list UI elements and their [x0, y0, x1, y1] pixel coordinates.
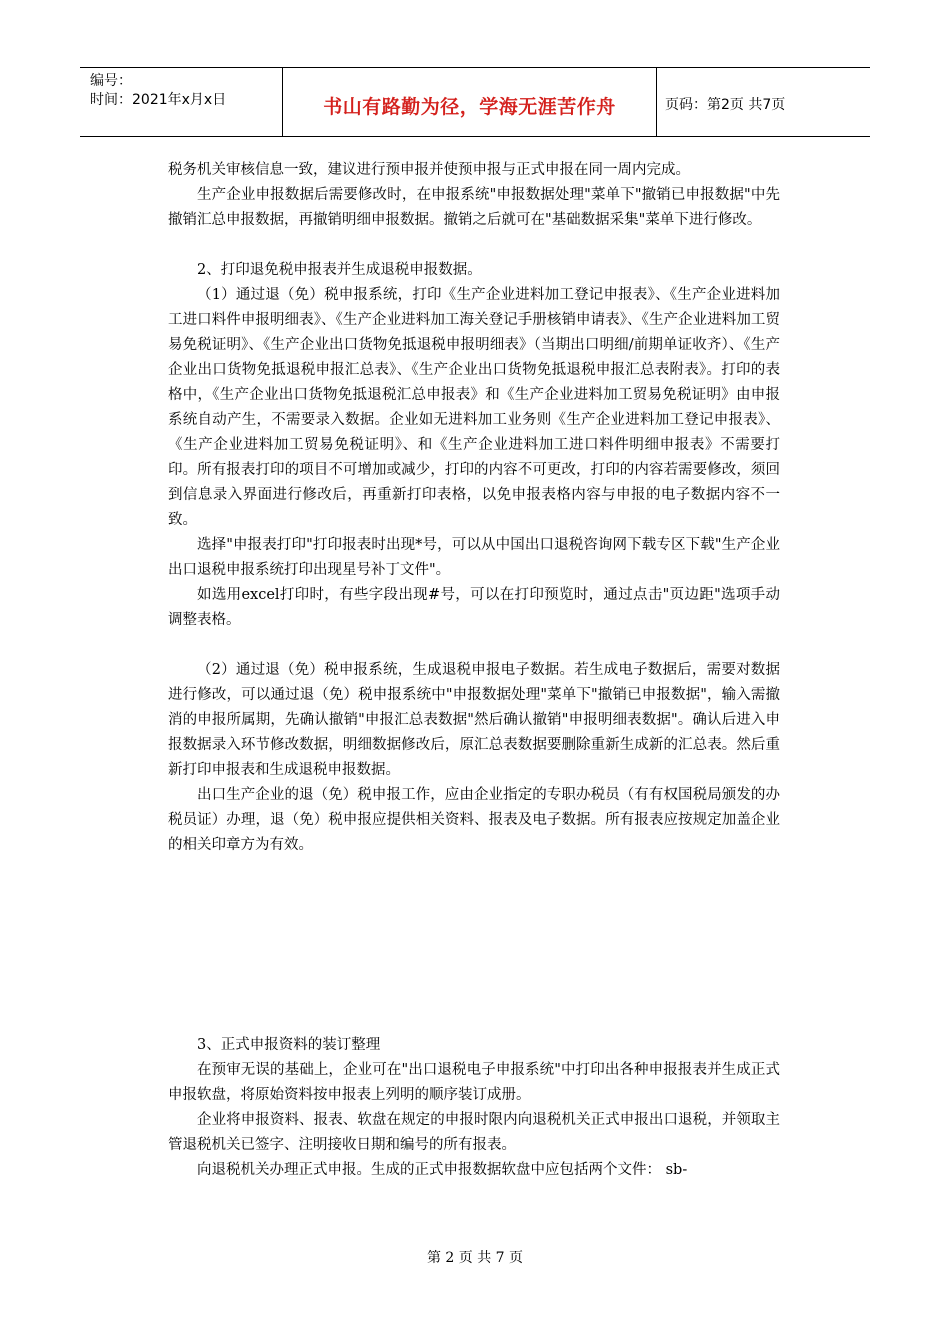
page-header: [80, 67, 870, 137]
page-footer: 第 2 页 共 7 页: [426, 1250, 524, 1266]
paragraph: 在预审无误的基础上，企业可在"出口退税电子申报系统"中打印出各种申报报表并生成正式申报软盘，将原始资料按申报表上列明的顺序装订成册。: [168, 1062, 780, 1103]
header-motto: 书山有路勤为径，学海无涯苦作舟: [283, 68, 657, 136]
paragraph: 税务机关审核信息一致，建议进行预申报并使预申报与正式申报在同一周内完成。: [168, 162, 690, 178]
header-page-label: 页码：第2页 共7页: [665, 97, 786, 113]
section-heading: 2、打印退免税申报表并生成退税申报数据。: [197, 262, 482, 278]
paragraph: 向退税机关办理正式申报。生成的正式申报数据软盘中应包括两个文件： sb-: [197, 1162, 688, 1178]
paragraph: （2）通过退（免）税申报系统，生成退税申报电子数据。若生成电子数据后，需要对数据进行修改，可以通过退（免）税申报系统中"申报数据处理"菜单下"撤销已申报数据"，输入需撤消的申报所属期，先确认撤销"申报汇总表数据"然后确认撤销"申报明细表数据"。确认后进入申报数据录入环节修改数据，明细数据修改后，原汇总表数据要删除重新生成新的汇总表。然后重新打印申报表和生成退税申报数据。: [168, 662, 780, 778]
paragraph: 选择"申报表打印"打印报表时出现*号，可以从中国出口退税咨询网下载专区下载"生产企业出口退税申报系统打印出现星号补丁文件"。: [168, 537, 780, 578]
section-heading: 3、正式申报资料的装订整理: [197, 1037, 381, 1053]
date-line: 时间：2021年x月x日: [90, 92, 227, 108]
paragraph: 出口生产企业的退（免）税申报工作，应由企业指定的专职办税员（有有权国税局颁发的办税员证）办理，退（免）税申报应提供相关资料、报表及电子数据。所有报表应按规定加盖企业的相关印章方为有效。: [168, 787, 780, 853]
paragraph: 生产企业申报数据后需要修改时，在申报系统"申报数据处理"菜单下"撤销已申报数据"中先撤销汇总申报数据，再撤销明细申报数据。撤销之后就可在"基础数据采集"菜单下进行修改。: [168, 187, 780, 228]
header-left-cell: [80, 68, 283, 136]
paragraph: （1）通过退（免）税申报系统，打印《生产企业进料加工登记申报表》、《生产企业进料加工进口料件申报明细表》、《生产企业进料加工海关登记手册核销申请表》、《生产企业进料加工贸易免税证明》、《生产企业出口货物免抵退税申报明细表》（当期出口明细/前期单证收齐）、《生产企业出口货物免抵退税申报汇总表》、《生产企业出口货物免抵退税申报汇总表附表》。打印的表格中，《生产企业出口货物免抵退税汇总申报表》和《生产企业进料加工贸易免税证明》由申报系统自动产生，不需要录入数据。企业如无进料加工业务则《生产企业进料加工登记申报表》、《生产企业进料加工贸易免税证明》、和《生产企业进料加工进口料件明细申报表》不需要打印。所有报表打印的项目不可增加或减少，打印的内容不可更改，打印的内容若需要修改，须回到信息录入界面进行修改后，再重新打印表格，以免申报表格内容与申报的电子数据内容不一致。: [168, 287, 780, 528]
paragraph: 如选用excel打印时，有些字段出现#号，可以在打印预览时，通过点击"页边距"选项手动调整表格。: [168, 587, 780, 628]
paragraph: 企业将申报资料、报表、软盘在规定的申报时限内向退税机关正式申报出口退税，并领取主管退税机关已签字、注明接收日期和编号的所有报表。: [168, 1112, 780, 1153]
number-label: 编号：: [90, 73, 132, 89]
document-body: [168, 158, 780, 1183]
